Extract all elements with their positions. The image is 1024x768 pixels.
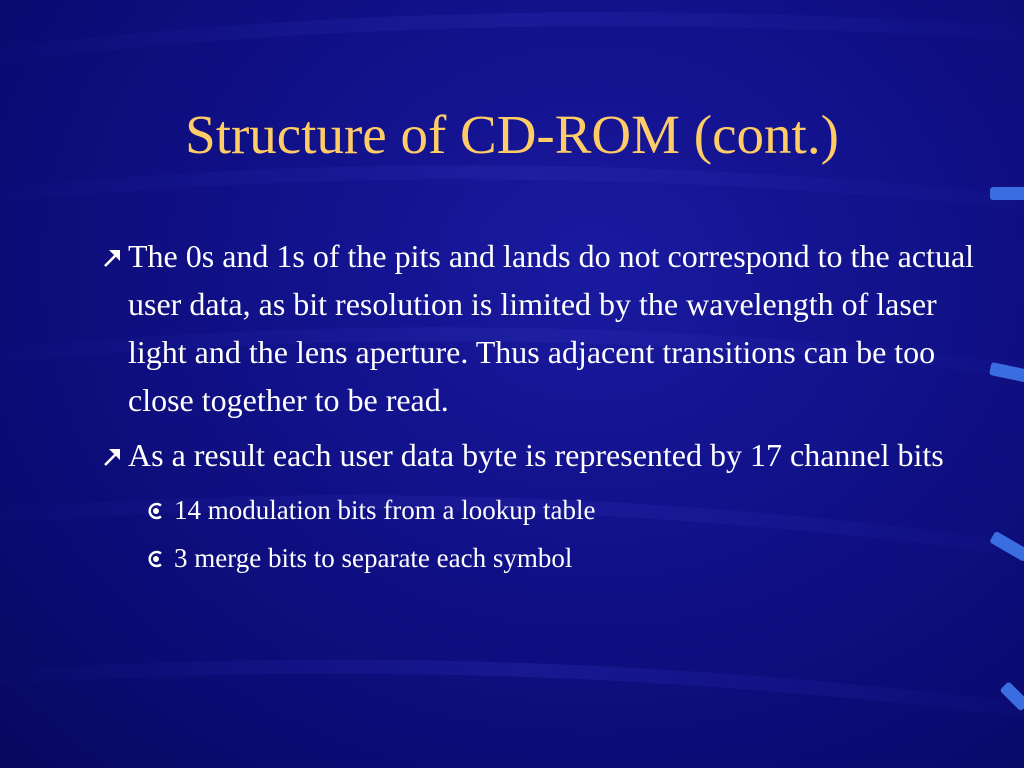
open-circle-left-icon — [145, 549, 165, 569]
bullet-text: The 0s and 1s of the pits and lands do not correspond to the actual user data, as bit resolution is limited by the wavelength of laser light and the lens aperture. Thus adjacent transitions can be too close together to be read. — [128, 238, 975, 418]
right-edge-marks — [989, 187, 1024, 712]
slide-title: Structure of CD-ROM (cont.) — [185, 104, 839, 165]
bullet-item — [100, 232, 980, 424]
bullet-list — [100, 232, 980, 582]
sub-bullet-item — [145, 534, 980, 582]
arrow-up-right-icon — [100, 246, 124, 270]
arrow-up-right-icon — [100, 445, 124, 469]
open-circle-left-icon — [145, 501, 165, 521]
bullet-item — [100, 431, 980, 479]
bullet-text: As a result each user data byte is represented by 17 channel bits — [128, 437, 944, 473]
sub-bullet-text: 3 merge bits to separate each symbol — [174, 543, 573, 573]
edge-mark — [990, 187, 1024, 200]
sub-bullet-item — [145, 486, 980, 534]
sub-bullet-text: 14 modulation bits from a lookup table — [174, 495, 596, 525]
